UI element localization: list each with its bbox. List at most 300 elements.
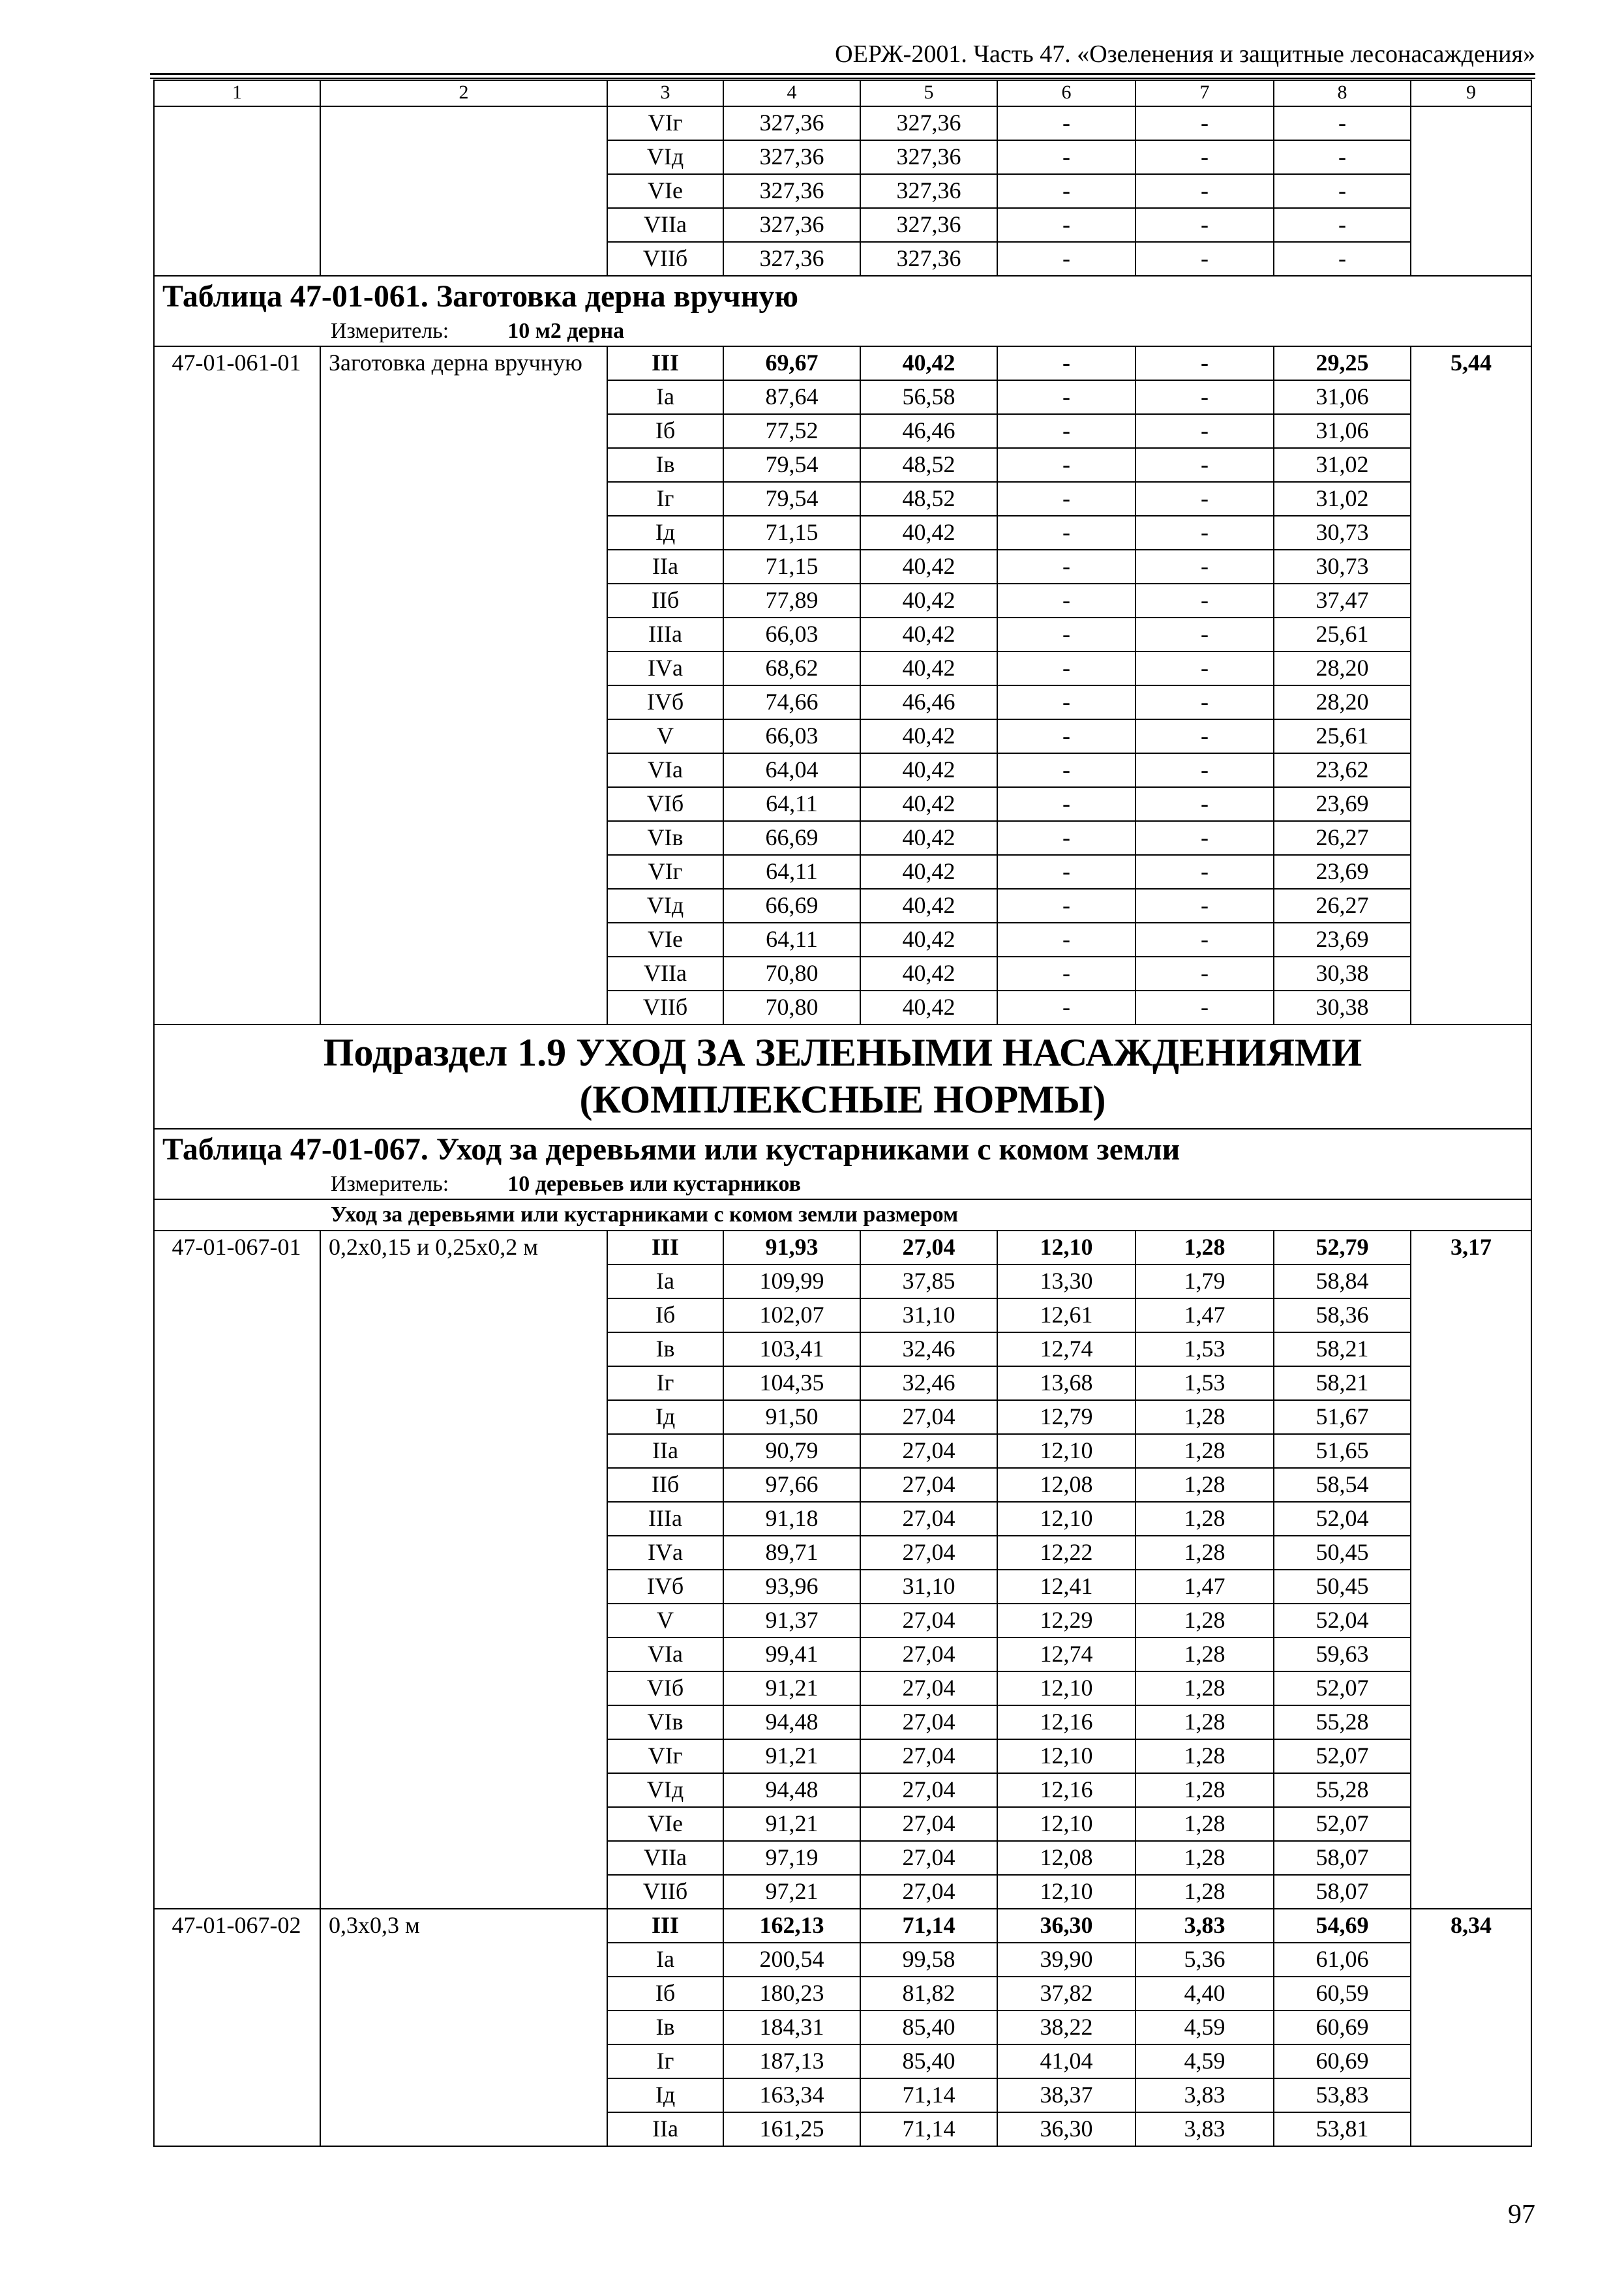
zone-cell: VIд: [607, 1773, 723, 1807]
value-cell: 25,61: [1274, 618, 1411, 651]
value-cell: 27,04: [860, 1638, 997, 1671]
value-cell: 60,69: [1274, 2044, 1411, 2078]
value-cell: 37,85: [860, 1264, 997, 1298]
value-cell: -: [1135, 821, 1274, 855]
value-cell: -: [997, 106, 1135, 140]
value-cell: 40,42: [860, 889, 997, 923]
value-cell: -: [1135, 719, 1274, 753]
value-cell: 27,04: [860, 1807, 997, 1841]
value-cell: -: [997, 821, 1135, 855]
value-cell: 1,28: [1135, 1604, 1274, 1638]
value-cell: 327,36: [860, 242, 997, 276]
value-cell: -: [1135, 140, 1274, 174]
value-cell: -: [1135, 855, 1274, 889]
value-cell: -: [997, 140, 1135, 174]
table-row: [154, 346, 1531, 380]
value-cell: 26,27: [1274, 821, 1411, 855]
value-cell: 40,42: [860, 719, 997, 753]
value-cell: -: [1135, 106, 1274, 140]
value-cell: 40,42: [860, 516, 997, 550]
value-cell: 40,42: [860, 957, 997, 991]
zone-cell: VIб: [607, 787, 723, 821]
zone-cell: Iа: [607, 1264, 723, 1298]
col9-cell: 8,34: [1411, 1909, 1531, 2146]
table-row: [154, 1231, 1531, 1264]
value-cell: 66,03: [723, 719, 860, 753]
zone-cell: VIд: [607, 889, 723, 923]
value-cell: -: [1135, 787, 1274, 821]
value-cell: 1,53: [1135, 1332, 1274, 1366]
value-cell: -: [1135, 174, 1274, 208]
zone-cell: VIд: [607, 140, 723, 174]
value-cell: 58,07: [1274, 1875, 1411, 1909]
value-cell: 27,04: [860, 1773, 997, 1807]
value-cell: 71,14: [860, 1909, 997, 1943]
value-cell: 12,10: [997, 1739, 1135, 1773]
value-cell: -: [997, 889, 1135, 923]
zone-cell: Iд: [607, 2078, 723, 2112]
value-cell: 12,08: [997, 1468, 1135, 1502]
value-cell: 1,28: [1135, 1739, 1274, 1773]
value-cell: -: [1135, 889, 1274, 923]
empty-cell: [320, 106, 607, 276]
value-cell: 64,11: [723, 923, 860, 957]
value-cell: 162,13: [723, 1909, 860, 1943]
value-cell: -: [1135, 482, 1274, 516]
value-cell: 109,99: [723, 1264, 860, 1298]
value-cell: 102,07: [723, 1298, 860, 1332]
zone-cell: V: [607, 719, 723, 753]
value-cell: 51,65: [1274, 1434, 1411, 1468]
zone-cell: IIа: [607, 1434, 723, 1468]
value-cell: 327,36: [860, 174, 997, 208]
value-cell: 28,20: [1274, 651, 1411, 685]
value-cell: 39,90: [997, 1943, 1135, 1977]
value-cell: 52,04: [1274, 1502, 1411, 1536]
value-cell: 91,21: [723, 1739, 860, 1773]
value-cell: 31,10: [860, 1298, 997, 1332]
value-cell: 58,21: [1274, 1366, 1411, 1400]
value-cell: 1,28: [1135, 1638, 1274, 1671]
zone-cell: III: [607, 346, 723, 380]
value-cell: 12,74: [997, 1332, 1135, 1366]
value-cell: 12,16: [997, 1773, 1135, 1807]
table-banner: [154, 276, 1531, 346]
value-cell: 38,22: [997, 2011, 1135, 2044]
zone-cell: IIIа: [607, 618, 723, 651]
value-cell: 12,10: [997, 1231, 1135, 1264]
rate-code: 47-01-067-02: [154, 1909, 320, 2146]
zone-cell: VIIа: [607, 1841, 723, 1875]
value-cell: 30,73: [1274, 550, 1411, 584]
value-cell: 30,38: [1274, 991, 1411, 1025]
value-cell: 13,68: [997, 1366, 1135, 1400]
value-cell: 58,84: [1274, 1264, 1411, 1298]
value-cell: 37,47: [1274, 584, 1411, 618]
value-cell: -: [1135, 346, 1274, 380]
value-cell: -: [997, 380, 1135, 414]
zone-cell: VIIа: [607, 957, 723, 991]
value-cell: -: [997, 923, 1135, 957]
value-cell: 31,10: [860, 1570, 997, 1604]
zone-cell: IIIа: [607, 1502, 723, 1536]
value-cell: 74,66: [723, 685, 860, 719]
value-cell: 180,23: [723, 1977, 860, 2011]
value-cell: 31,06: [1274, 414, 1411, 448]
value-cell: 51,67: [1274, 1400, 1411, 1434]
zone-cell: III: [607, 1231, 723, 1264]
value-cell: 77,52: [723, 414, 860, 448]
col9-cell: 5,44: [1411, 346, 1531, 1025]
value-cell: 66,69: [723, 889, 860, 923]
value-cell: 90,79: [723, 1434, 860, 1468]
zone-cell: VIе: [607, 174, 723, 208]
value-cell: -: [997, 448, 1135, 482]
zone-cell: Iв: [607, 448, 723, 482]
value-cell: 68,62: [723, 651, 860, 685]
value-cell: 50,45: [1274, 1536, 1411, 1570]
value-cell: 1,53: [1135, 1366, 1274, 1400]
zone-cell: VIIб: [607, 242, 723, 276]
value-cell: -: [997, 516, 1135, 550]
value-cell: 37,82: [997, 1977, 1135, 2011]
value-cell: 327,36: [860, 106, 997, 140]
value-cell: 29,25: [1274, 346, 1411, 380]
table-banner: [154, 1129, 1531, 1199]
column-number: 3: [607, 80, 723, 106]
zone-cell: III: [607, 1909, 723, 1943]
measure-label: Измеритель:: [331, 319, 449, 343]
value-cell: 40,42: [860, 855, 997, 889]
norms-table: [153, 80, 1532, 2147]
rate-code: 47-01-061-01: [154, 346, 320, 1025]
value-cell: 200,54: [723, 1943, 860, 1977]
zone-cell: VIа: [607, 1638, 723, 1671]
value-cell: 23,69: [1274, 855, 1411, 889]
zone-cell: VIв: [607, 821, 723, 855]
value-cell: -: [1274, 242, 1411, 276]
value-cell: 184,31: [723, 2011, 860, 2044]
value-cell: 1,28: [1135, 1502, 1274, 1536]
zone-cell: Iа: [607, 380, 723, 414]
value-cell: 12,74: [997, 1638, 1135, 1671]
value-cell: 50,45: [1274, 1570, 1411, 1604]
value-cell: 56,58: [860, 380, 997, 414]
value-cell: 59,63: [1274, 1638, 1411, 1671]
value-cell: 31,06: [1274, 380, 1411, 414]
value-cell: -: [1274, 140, 1411, 174]
value-cell: 12,29: [997, 1604, 1135, 1638]
value-cell: 327,36: [723, 106, 860, 140]
value-cell: 71,15: [723, 516, 860, 550]
value-cell: 58,07: [1274, 1841, 1411, 1875]
value-cell: 70,80: [723, 957, 860, 991]
subheading-row: [154, 1199, 1531, 1231]
value-cell: 32,46: [860, 1366, 997, 1400]
value-cell: 327,36: [723, 174, 860, 208]
value-cell: 12,16: [997, 1705, 1135, 1739]
value-cell: 161,25: [723, 2112, 860, 2146]
value-cell: 40,42: [860, 618, 997, 651]
value-cell: 12,10: [997, 1875, 1135, 1909]
value-cell: 91,50: [723, 1400, 860, 1434]
column-number: 1: [154, 80, 320, 106]
column-number: 4: [723, 80, 860, 106]
zone-cell: VIIб: [607, 991, 723, 1025]
value-cell: 81,82: [860, 1977, 997, 2011]
zone-cell: VIIб: [607, 1875, 723, 1909]
value-cell: 71,14: [860, 2112, 997, 2146]
value-cell: 12,61: [997, 1298, 1135, 1332]
value-cell: 91,18: [723, 1502, 860, 1536]
zone-cell: VIг: [607, 855, 723, 889]
value-cell: 40,42: [860, 753, 997, 787]
measure-line: [162, 317, 1523, 346]
value-cell: 103,41: [723, 1332, 860, 1366]
value-cell: -: [1135, 242, 1274, 276]
value-cell: 1,28: [1135, 1468, 1274, 1502]
value-cell: 163,34: [723, 2078, 860, 2112]
value-cell: -: [1135, 991, 1274, 1025]
value-cell: -: [1135, 516, 1274, 550]
value-cell: 1,28: [1135, 1536, 1274, 1570]
value-cell: 46,46: [860, 685, 997, 719]
value-cell: 31,02: [1274, 482, 1411, 516]
value-cell: -: [1135, 448, 1274, 482]
zone-cell: Iг: [607, 2044, 723, 2078]
value-cell: 52,07: [1274, 1671, 1411, 1705]
value-cell: 38,37: [997, 2078, 1135, 2112]
value-cell: 1,28: [1135, 1671, 1274, 1705]
value-cell: 4,40: [1135, 1977, 1274, 2011]
value-cell: 1,28: [1135, 1231, 1274, 1264]
zone-cell: Iг: [607, 1366, 723, 1400]
value-cell: 327,36: [723, 242, 860, 276]
value-cell: -: [1135, 957, 1274, 991]
value-cell: 53,83: [1274, 2078, 1411, 2112]
table-row: [154, 106, 1531, 140]
value-cell: -: [997, 957, 1135, 991]
value-cell: 58,54: [1274, 1468, 1411, 1502]
value-cell: 4,59: [1135, 2011, 1274, 2044]
zone-cell: Iб: [607, 1977, 723, 2011]
value-cell: 94,48: [723, 1773, 860, 1807]
value-cell: 87,64: [723, 380, 860, 414]
zone-cell: Iд: [607, 516, 723, 550]
value-cell: 27,04: [860, 1875, 997, 1909]
zone-cell: IIб: [607, 1468, 723, 1502]
value-cell: -: [1135, 618, 1274, 651]
value-cell: 4,59: [1135, 2044, 1274, 2078]
value-cell: 36,30: [997, 1909, 1135, 1943]
zone-cell: VIг: [607, 1739, 723, 1773]
value-cell: -: [1274, 106, 1411, 140]
value-cell: 1,79: [1135, 1264, 1274, 1298]
value-cell: 1,47: [1135, 1298, 1274, 1332]
rate-name: Заготовка дерна вручную: [320, 346, 607, 1025]
value-cell: 28,20: [1274, 685, 1411, 719]
value-cell: 327,36: [723, 208, 860, 242]
value-cell: -: [997, 208, 1135, 242]
running-title: ОЕРЖ-2001. Часть 47. «Озеленения и защитные лесонасаждения»: [835, 40, 1535, 68]
value-cell: 97,66: [723, 1468, 860, 1502]
column-number: 6: [997, 80, 1135, 106]
value-cell: -: [1135, 208, 1274, 242]
zone-cell: IVб: [607, 1570, 723, 1604]
value-cell: 71,15: [723, 550, 860, 584]
value-cell: -: [997, 414, 1135, 448]
empty-cell: [1411, 106, 1531, 276]
value-cell: 30,38: [1274, 957, 1411, 991]
value-cell: -: [1135, 753, 1274, 787]
value-cell: 27,04: [860, 1231, 997, 1264]
value-cell: 48,52: [860, 448, 997, 482]
value-cell: -: [997, 855, 1135, 889]
value-cell: 27,04: [860, 1739, 997, 1773]
value-cell: 12,10: [997, 1807, 1135, 1841]
value-cell: 77,89: [723, 584, 860, 618]
value-cell: 40,42: [860, 821, 997, 855]
value-cell: 91,21: [723, 1671, 860, 1705]
value-cell: 85,40: [860, 2011, 997, 2044]
measure-label: Измеритель:: [331, 1172, 449, 1196]
value-cell: 66,69: [723, 821, 860, 855]
value-cell: 27,04: [860, 1705, 997, 1739]
value-cell: 23,69: [1274, 787, 1411, 821]
value-cell: 1,28: [1135, 1841, 1274, 1875]
value-cell: 41,04: [997, 2044, 1135, 2078]
table-row: [154, 1909, 1531, 1943]
value-cell: 1,28: [1135, 1773, 1274, 1807]
empty-cell: [154, 106, 320, 276]
table-banner-row: [154, 276, 1531, 346]
value-cell: 40,42: [860, 991, 997, 1025]
zone-cell: VIб: [607, 1671, 723, 1705]
value-cell: -: [997, 991, 1135, 1025]
value-cell: 64,04: [723, 753, 860, 787]
value-cell: 36,30: [997, 2112, 1135, 2146]
header-rule: [150, 73, 1535, 75]
column-number: 9: [1411, 80, 1531, 106]
zone-cell: VIг: [607, 106, 723, 140]
value-cell: 61,06: [1274, 1943, 1411, 1977]
value-cell: 53,81: [1274, 2112, 1411, 2146]
zone-cell: Iв: [607, 1332, 723, 1366]
zone-cell: IIа: [607, 2112, 723, 2146]
value-cell: 54,69: [1274, 1909, 1411, 1943]
value-cell: 27,04: [860, 1502, 997, 1536]
table-subheading: Уход за деревьями или кустарниками с комом земли размером: [154, 1199, 1531, 1231]
value-cell: 31,02: [1274, 448, 1411, 482]
zone-cell: IVб: [607, 685, 723, 719]
value-cell: 79,54: [723, 448, 860, 482]
value-cell: 66,03: [723, 618, 860, 651]
zone-cell: IIб: [607, 584, 723, 618]
value-cell: 91,93: [723, 1231, 860, 1264]
value-cell: 1,47: [1135, 1570, 1274, 1604]
value-cell: 93,96: [723, 1570, 860, 1604]
value-cell: 91,37: [723, 1604, 860, 1638]
zone-cell: Iг: [607, 482, 723, 516]
zone-cell: Iб: [607, 414, 723, 448]
value-cell: 97,21: [723, 1875, 860, 1909]
value-cell: 85,40: [860, 2044, 997, 2078]
zone-cell: Iв: [607, 2011, 723, 2044]
value-cell: 55,28: [1274, 1773, 1411, 1807]
zone-cell: Iб: [607, 1298, 723, 1332]
value-cell: -: [997, 719, 1135, 753]
value-cell: 58,21: [1274, 1332, 1411, 1366]
value-cell: 27,04: [860, 1841, 997, 1875]
section-row: [154, 1025, 1531, 1129]
value-cell: -: [997, 550, 1135, 584]
value-cell: 91,21: [723, 1807, 860, 1841]
value-cell: -: [1135, 414, 1274, 448]
value-cell: 12,08: [997, 1841, 1135, 1875]
column-number: 5: [860, 80, 997, 106]
col9-cell: 3,17: [1411, 1231, 1531, 1909]
value-cell: 79,54: [723, 482, 860, 516]
value-cell: 30,73: [1274, 516, 1411, 550]
zone-cell: Iд: [607, 1400, 723, 1434]
value-cell: 64,11: [723, 855, 860, 889]
value-cell: 1,28: [1135, 1434, 1274, 1468]
zone-cell: IVа: [607, 1536, 723, 1570]
value-cell: 55,28: [1274, 1705, 1411, 1739]
value-cell: -: [1135, 651, 1274, 685]
value-cell: 64,11: [723, 787, 860, 821]
value-cell: -: [997, 242, 1135, 276]
value-cell: 26,27: [1274, 889, 1411, 923]
value-cell: 40,42: [860, 550, 997, 584]
value-cell: 70,80: [723, 991, 860, 1025]
value-cell: -: [1274, 208, 1411, 242]
value-cell: -: [1135, 550, 1274, 584]
measure-line: [162, 1170, 1523, 1199]
value-cell: 3,83: [1135, 2078, 1274, 2112]
value-cell: -: [997, 346, 1135, 380]
value-cell: 99,58: [860, 1943, 997, 1977]
value-cell: 94,48: [723, 1705, 860, 1739]
value-cell: 69,67: [723, 346, 860, 380]
value-cell: 40,42: [860, 651, 997, 685]
value-cell: 40,42: [860, 346, 997, 380]
zone-cell: VIа: [607, 753, 723, 787]
column-number: 2: [320, 80, 607, 106]
value-cell: 3,83: [1135, 2112, 1274, 2146]
value-cell: 327,36: [723, 140, 860, 174]
value-cell: 3,83: [1135, 1909, 1274, 1943]
column-number-row: [154, 80, 1531, 106]
value-cell: 12,10: [997, 1502, 1135, 1536]
zone-cell: VIIа: [607, 208, 723, 242]
value-cell: -: [997, 482, 1135, 516]
value-cell: 27,04: [860, 1434, 997, 1468]
value-cell: 12,10: [997, 1671, 1135, 1705]
value-cell: 1,28: [1135, 1400, 1274, 1434]
zone-cell: VIе: [607, 1807, 723, 1841]
value-cell: 12,22: [997, 1536, 1135, 1570]
value-cell: 27,04: [860, 1536, 997, 1570]
value-cell: 327,36: [860, 208, 997, 242]
value-cell: 327,36: [860, 140, 997, 174]
zone-cell: Iа: [607, 1943, 723, 1977]
value-cell: 1,28: [1135, 1705, 1274, 1739]
value-cell: 27,04: [860, 1400, 997, 1434]
rate-name: 0,2х0,15 и 0,25х0,2 м: [320, 1231, 607, 1909]
rate-code: 47-01-067-01: [154, 1231, 320, 1909]
column-number: 8: [1274, 80, 1411, 106]
